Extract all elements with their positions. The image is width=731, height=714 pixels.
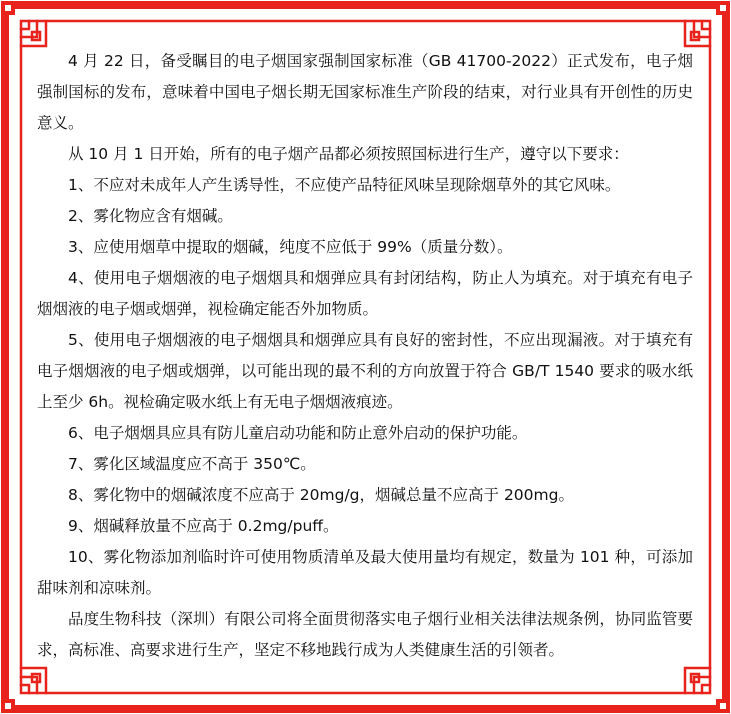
requirement-item-3: 3、应使用烟草中提取的烟碱，纯度不应低于 99%（质量分数）。 xyxy=(68,238,513,256)
corner-ornament-bottom-left xyxy=(21,668,46,693)
requirement-item-9: 9、烟碱释放量不应高于 0.2mg/puff。 xyxy=(68,517,339,535)
requirement-item-10: 10、雾化物添加剂临时许可使用物质清单及最大使用量均有规定，数量为 101 种，可添加甜味剂和凉味剂。 xyxy=(37,548,693,597)
corner-ornament-bottom-right xyxy=(685,668,710,693)
corner-ornament-top-left xyxy=(21,21,46,46)
requirement-item-5: 5、使用电子烟烟液的电子烟烟具和烟弹应具有良好的密封性，不应出现漏液。对于填充有电子烟烟液的电子烟或烟弹，以可能出现的最不利的方向放置于符合 GB/T 1540 要求的吸水纸上至少 6h。视检确定吸水纸上有无电子烟烟液痕迹。 xyxy=(37,331,693,411)
article-body xyxy=(37,46,693,666)
paragraph-intro: 4 月 22 日，备受瞩目的电子烟国家强制国家标准（GB 41700-2022）正式发布，电子烟强制国标的发布，意味着中国电子烟长期无国家标准生产阶段的结束，对行业具有开创性的历史意义。 xyxy=(37,52,693,132)
corner-ornament-top-right xyxy=(685,21,710,46)
paragraph-company-statement: 品度生物科技（深圳）有限公司将全面贯彻落实电子烟行业相关法律法规条例，协同监管要求，高标准、高要求进行生产，坚定不移地践行成为人类健康生活的引领者。 xyxy=(37,610,693,659)
requirement-item-1: 1、不应对未成年人产生诱导性，不应使产品特征风味呈现除烟草外的其它风味。 xyxy=(68,176,621,194)
paragraph-requirements-lead: 从 10 月 1 日开始，所有的电子烟产品都必须按照国标进行生产，遵守以下要求： xyxy=(68,145,629,163)
requirement-item-6: 6、电子烟烟具应具有防儿童启动功能和防止意外启动的保护功能。 xyxy=(68,424,528,442)
requirement-item-4: 4、使用电子烟烟液的电子烟烟具和烟弹应具有封闭结构，防止人为填充。对于填充有电子烟烟液的电子烟或烟弹，视检确定能否外加物质。 xyxy=(37,269,693,318)
requirement-item-7: 7、雾化区域温度应不高于 350℃。 xyxy=(68,455,316,473)
requirement-item-8: 8、雾化物中的烟碱浓度不应高于 20mg/g，烟碱总量不应高于 200mg。 xyxy=(68,486,574,504)
requirement-item-2: 2、雾化物应含有烟碱。 xyxy=(68,207,233,225)
